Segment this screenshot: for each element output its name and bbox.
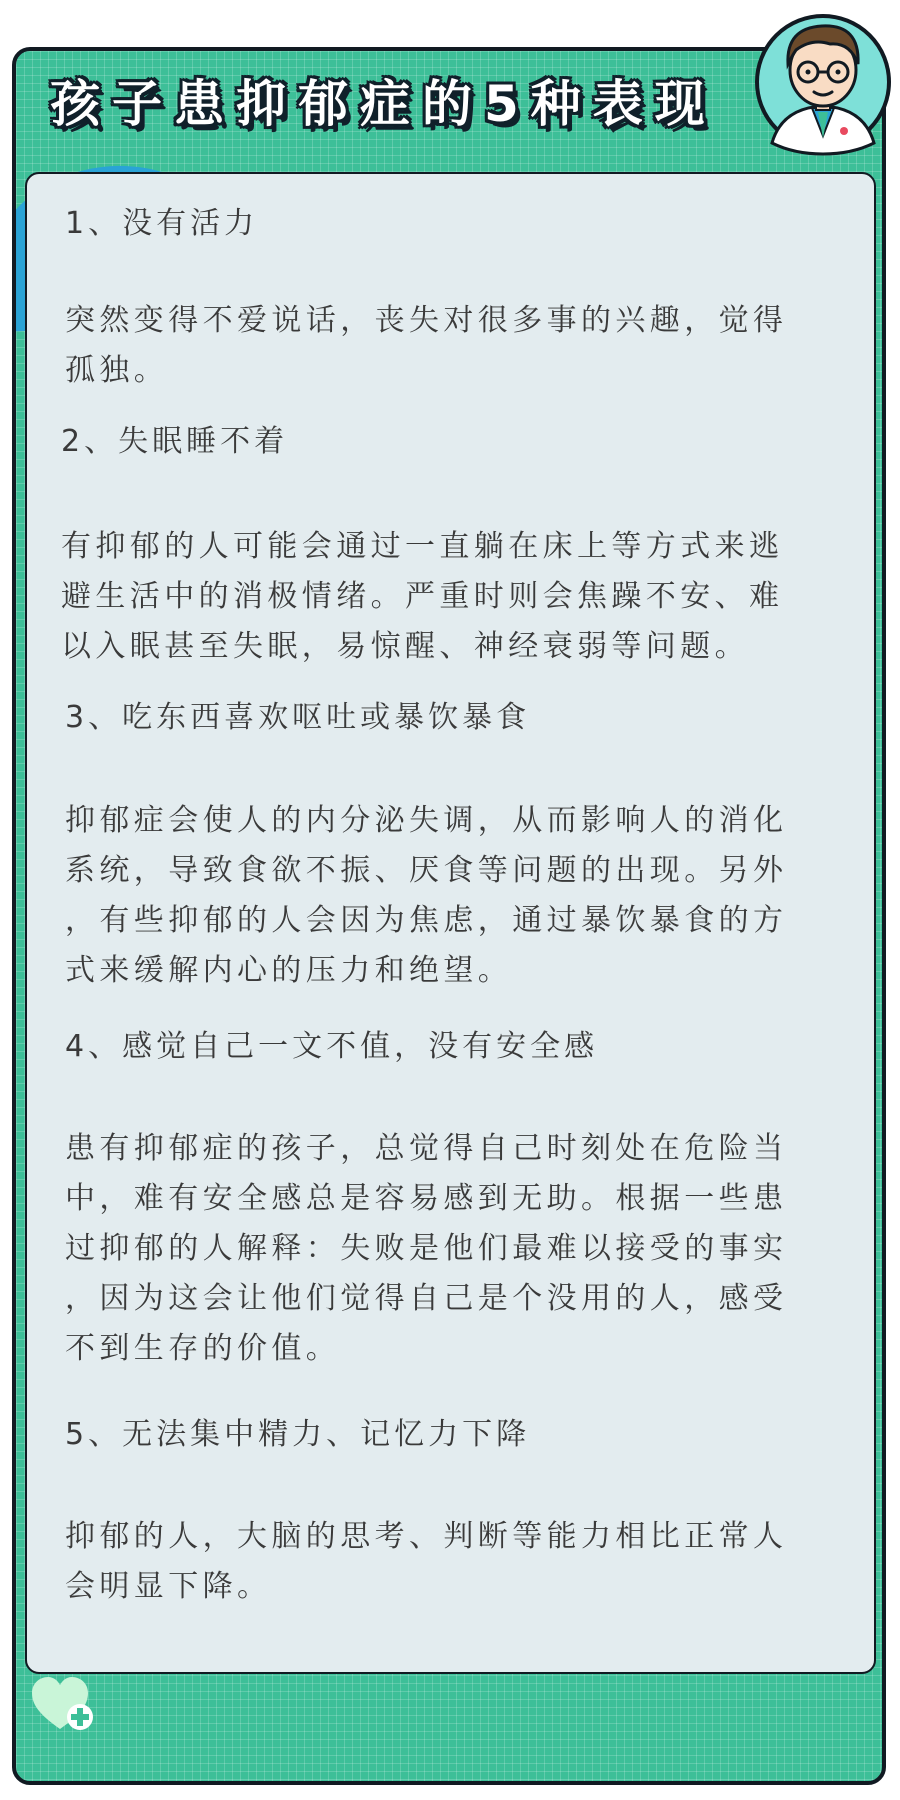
body-line: 避生活中的消极情绪。严重时则会焦躁不安、难: [61, 579, 784, 614]
section-heading: 4、感觉自己一文不值，没有安全感: [65, 1029, 599, 1064]
body-line: 式来缓解内心的压力和绝望。: [65, 953, 513, 988]
body-line: 突然变得不爱说话，丧失对很多事的兴趣，觉得: [65, 303, 788, 338]
body-line: 患有抑郁症的孩子，总觉得自己时刻处在危险当: [65, 1131, 788, 1166]
section-heading: 3、吃东西喜欢呕吐或暴饮暴食: [65, 700, 531, 735]
section-heading: 5、无法集中精力、记忆力下降: [65, 1417, 531, 1452]
body-line: 中，难有安全感总是容易感到无助。根据一些患: [65, 1181, 788, 1216]
section-heading: 1、没有活力: [65, 206, 259, 241]
body-line: 有抑郁的人可能会通过一直躺在床上等方式来逃: [61, 529, 784, 564]
content-panel: [25, 172, 876, 1674]
heart-plus-icon: [30, 1675, 100, 1735]
body-line: 系统，导致食欲不振、厌食等问题的出现。另外: [65, 853, 788, 888]
section-heading: 2、失眠睡不着: [61, 424, 289, 459]
body-line: 过抑郁的人解释：失败是他们最难以接受的事实: [65, 1231, 788, 1266]
body-line: 抑郁症会使人的内分泌失调，从而影响人的消化: [65, 803, 788, 838]
body-line: 孤独。: [65, 353, 169, 388]
body-line: 会明显下降。: [65, 1569, 272, 1604]
content-text: [27, 174, 878, 1676]
doctor-avatar-icon: [752, 8, 894, 156]
body-line: 不到生存的价值。: [65, 1331, 341, 1366]
body-line: 抑郁的人，大脑的思考、判断等能力相比正常人: [65, 1519, 788, 1554]
body-line: ，因为这会让他们觉得自己是个没用的人，感受: [65, 1281, 788, 1316]
page-title: 孩子患抑郁症的5种表现: [50, 75, 717, 133]
body-line: ，有些抑郁的人会因为焦虑，通过暴饮暴食的方: [65, 903, 788, 938]
body-line: 以入眠甚至失眠，易惊醒、神经衰弱等问题。: [61, 629, 749, 664]
